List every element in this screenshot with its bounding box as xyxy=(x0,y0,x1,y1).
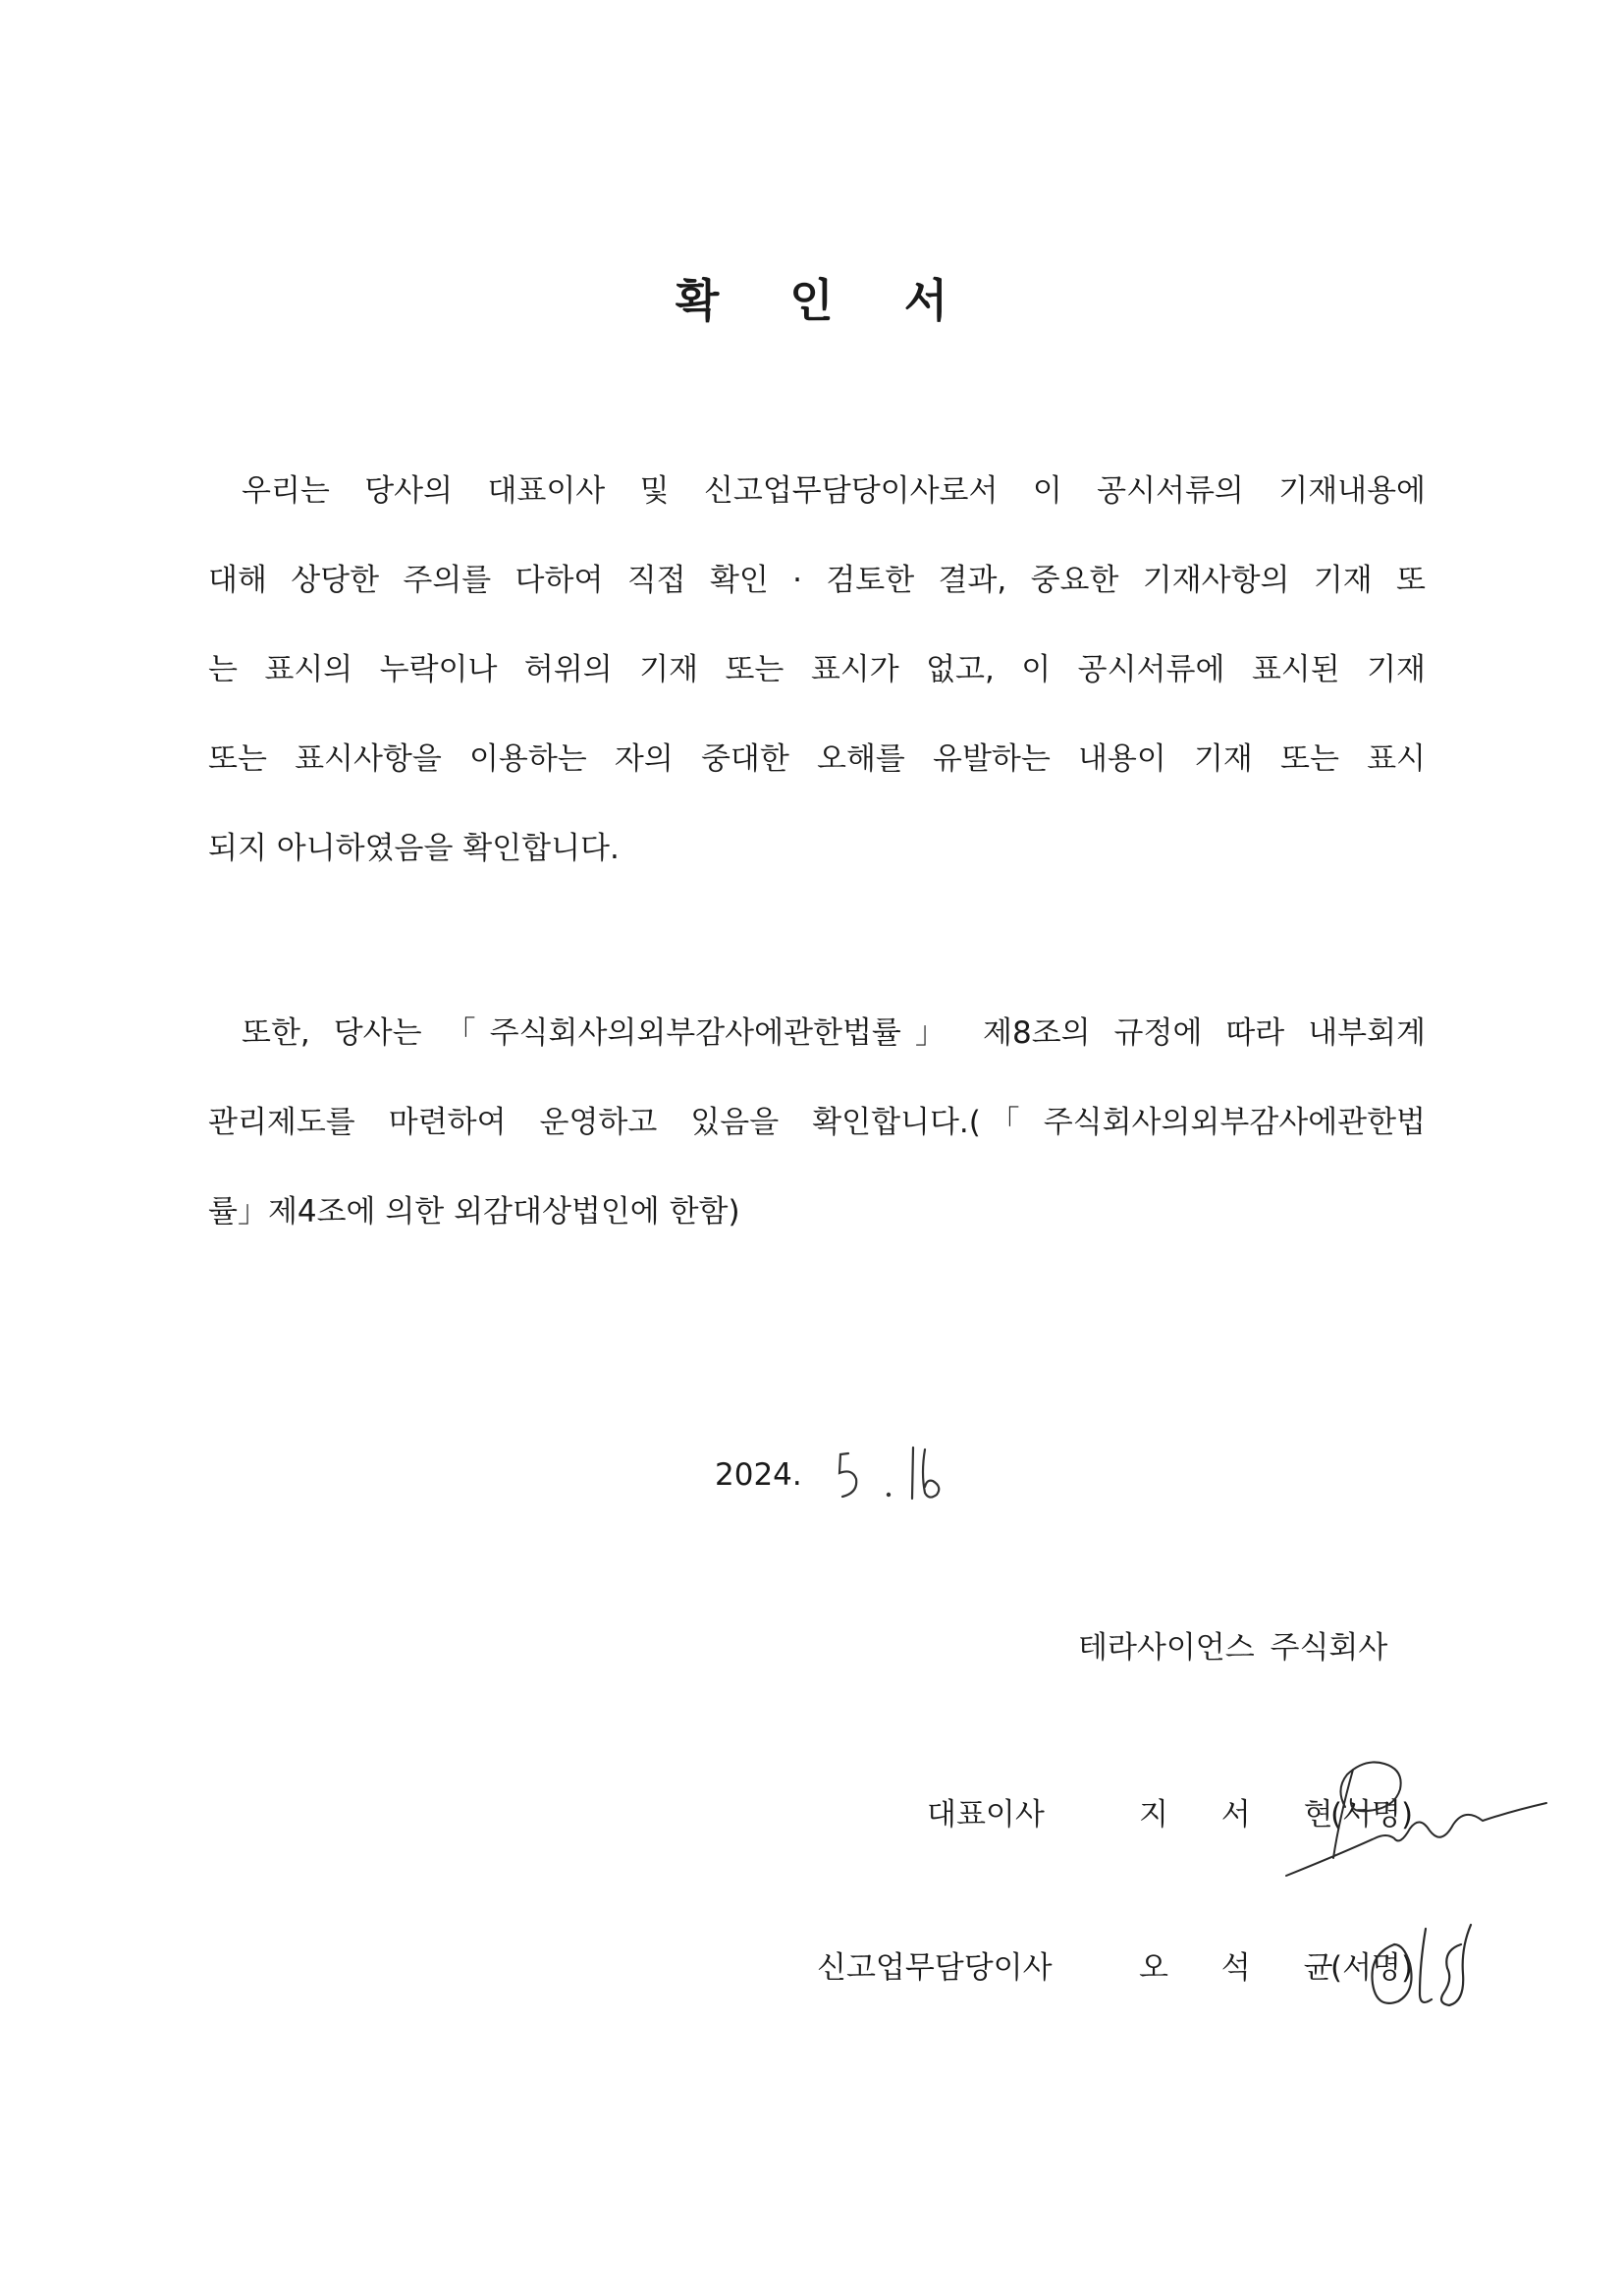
signature-mark-label: (서명) xyxy=(1330,1950,1414,1986)
paragraph-line: 대해 상당한 주의를 다하여 직접 확인 · 검토한 결과, 중요한 기재사항의 기재 또 xyxy=(208,563,1426,598)
paragraph-line: 또한, 당사는 「주식회사의외부감사에관한법률」 제8조의 규정에 따라 내부회계 xyxy=(242,1015,1426,1051)
paragraph-line: 률」제4조에 의한 외감대상법인에 한함) xyxy=(208,1194,740,1230)
signatory-role: 신고업무담당이사 xyxy=(817,1950,1053,1986)
document-title: 확 인 서 xyxy=(675,274,976,327)
signatory-name: 오 석 균 xyxy=(1139,1950,1355,1986)
signature-ceo-image xyxy=(1276,1730,1561,1887)
paragraph-line: 되지 아니하였음을 확인합니다. xyxy=(208,831,620,866)
company-name: 테라사이언스 주식회사 xyxy=(1078,1630,1388,1666)
signatory-role: 대표이사 xyxy=(927,1797,1045,1832)
signature-disclosure-officer-image xyxy=(1355,1915,1512,2023)
paragraph-line: 또는 표시사항을 이용하는 자의 중대한 오해를 유발하는 내용이 기재 또는 표시 xyxy=(208,741,1426,777)
paragraph-line: 관리제도를 마련하여 운영하고 있음을 확인합니다.(「주식회사의외부감사에관한법 xyxy=(208,1105,1426,1140)
signatory-name: 지 서 현 xyxy=(1139,1797,1355,1832)
paragraph-line: 는 표시의 누락이나 허위의 기재 또는 표시가 없고, 이 공시서류에 표시된 기재 xyxy=(208,652,1426,687)
handwritten-date xyxy=(835,1444,972,1512)
printed-date: 2024. xyxy=(715,1457,802,1493)
paragraph-line: 우리는 당사의 대표이사 및 신고업무담당이사로서 이 공시서류의 기재내용에 xyxy=(242,473,1426,509)
signature-mark-label: (서명) xyxy=(1330,1797,1414,1832)
